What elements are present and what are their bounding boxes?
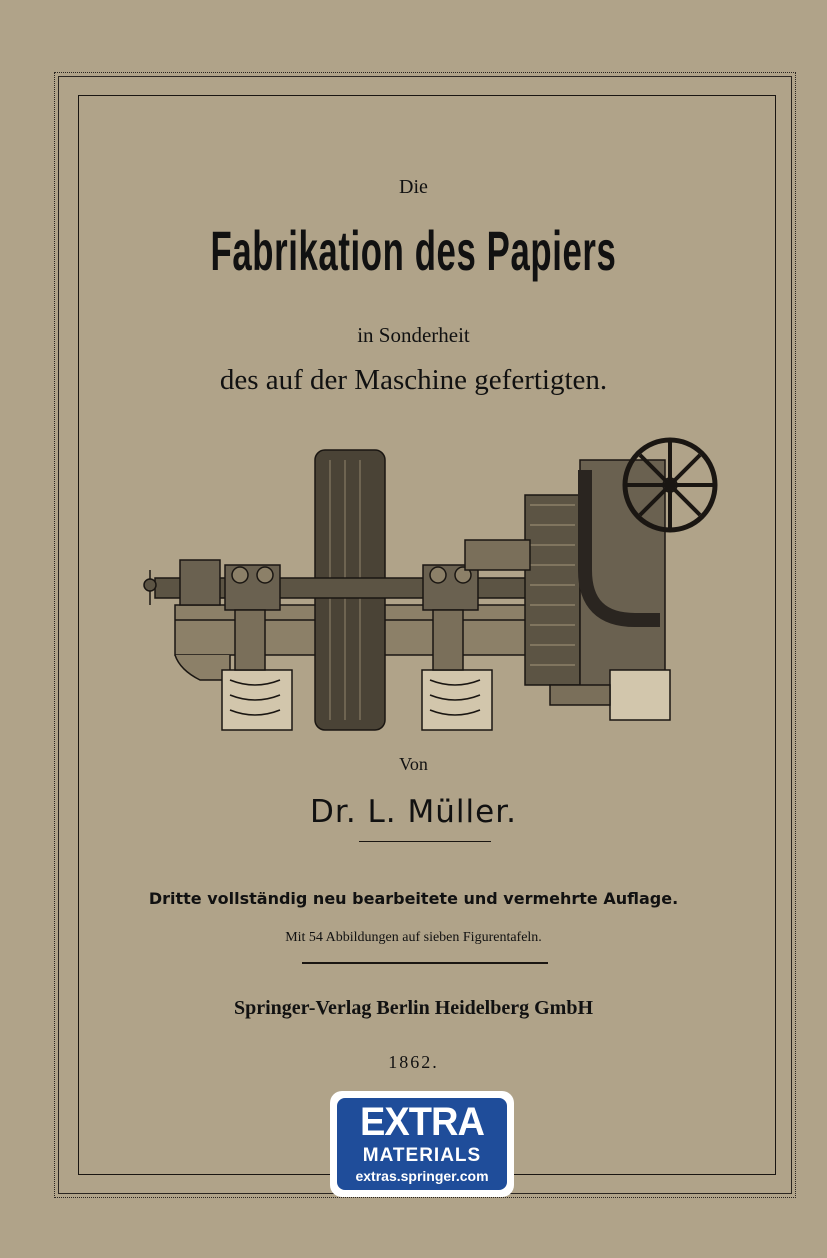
subtitle-line-2: des auf der Maschine gefertigten.	[219, 364, 608, 396]
edition-statement: Dritte vollständig neu bearbeitete und vermehrte Auflage.	[148, 889, 679, 908]
illustrations-note: Mit 54 Abbildungen auf sieben Figurentafeln.	[285, 930, 542, 945]
publisher-name: Springer-Verlag Berlin Heidelberg GmbH	[233, 997, 594, 1019]
publication-year: 1862.	[388, 1052, 439, 1072]
pre-title: Die	[399, 176, 428, 198]
divider-short	[359, 841, 491, 842]
divider-long	[302, 962, 548, 964]
author-name: Dr. L. Müller.	[310, 794, 517, 830]
badge-panel	[337, 1098, 507, 1190]
paper-machine-engraving	[140, 430, 720, 740]
by-label: Von	[399, 754, 428, 774]
badge-subline: MATERIALS	[362, 1145, 482, 1166]
book-title: Fabrikation des Papiers	[210, 219, 617, 282]
extra-materials-badge[interactable]	[330, 1091, 514, 1197]
badge-url[interactable]: extras.springer.com	[355, 1168, 489, 1184]
badge-headline: EXTRA	[359, 1100, 485, 1144]
subtitle-line-1: in Sonderheit	[357, 323, 470, 347]
